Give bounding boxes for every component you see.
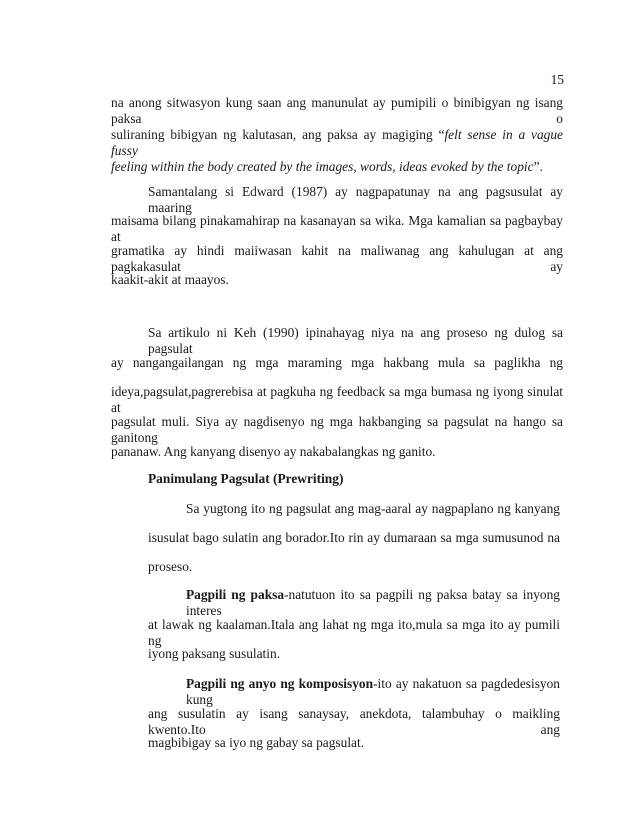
body-line-6: gramatika ay hindi maiiwasan kahit na maliwanag ang kahulugan at ang pagkakasulat ay [111,243,563,274]
body-line-19-text: -ito ay nakatuon sa pagdedesisyon kung [186,676,561,707]
body-line-12: pananaw. Ang kanyang disenyo ay nakabalangkas ng ganito. [111,444,436,459]
body-line-19 [186,676,560,708]
body-line-10: ideya,pagsulat,pagrerebisa at pagkuha ng feedback sa mga bumasa ng iyong sinulat at [111,384,563,415]
body-line-9: ay nangangailangan ng mga maraming mga hakbang mula sa paglikha ng [111,355,563,370]
section-heading: Panimulang Pagsulat (Prewriting) [148,471,344,486]
body-line-17: at lawak ng kaalaman.Itala ang lahat ng mga ito,mula sa mga ito ay pumili ng [148,617,560,648]
body-line-2-italic: felt sense in a vague fussy [111,127,563,158]
term-pagpili-ng-paksa: Pagpili ng paksa [186,587,285,602]
body-line-3-italic: feeling within the body created by the images, words, ideas evoked by the topic [111,159,534,174]
body-line-20: ang susulatin ay isang sanaysay, anekdota, talambuhay o maikling kwento.Ito ang [148,706,560,737]
body-line-2 [111,127,563,159]
body-line-13: Sa yugtong ito ng pagsulat ang mag-aaral ay nagpaplano ng kanyang [186,501,560,516]
page-number: 15 [550,72,564,87]
term-pagpili-ng-anyo: Pagpili ng anyo ng komposisyon [186,676,374,691]
body-line-15: proseso. [148,559,193,574]
body-line-7: kaakit-akit at maayos. [111,272,229,287]
body-line-1: na anong sitwasyon kung saan ang manunulat ay pumipili o binibigyan ng isang paksa o [111,95,563,126]
body-line-8: Sa artikulo ni Keh (1990) ipinahayag niya na ang proseso ng dulog sa pagsulat [148,325,563,356]
body-line-3-text: ”. [533,159,543,174]
body-line-16 [186,587,560,619]
body-line-4: Samantalang si Edward (1987) ay nagpapatunay na ang pagsusulat ay maaring [148,184,563,215]
body-line-16-text: -natutuon ito sa pagpili ng paksa batay sa inyong interes [186,587,560,618]
body-line-3 [111,159,543,175]
body-line-11: pagsulat muli. Siya ay nagdisenyo ng mga hakbanging sa pagsulat na hango sa ganitong [111,414,563,445]
body-line-5: maisama bilang pinakamahirap na kasanayan sa wika. Mga kamalian sa pagbaybay at [111,213,563,244]
body-line-21: magbibigay sa iyo ng gabay sa pagsulat. [148,735,365,750]
body-line-18: iyong paksang susulatin. [148,646,281,661]
body-line-14: isusulat bago sulatin ang borador.Ito rin ay dumaraan sa mga sumusunod na [148,530,560,545]
body-line-2-text: suliraning bibigyan ng kalutasan, ang paksa ay magiging “ [111,127,445,142]
